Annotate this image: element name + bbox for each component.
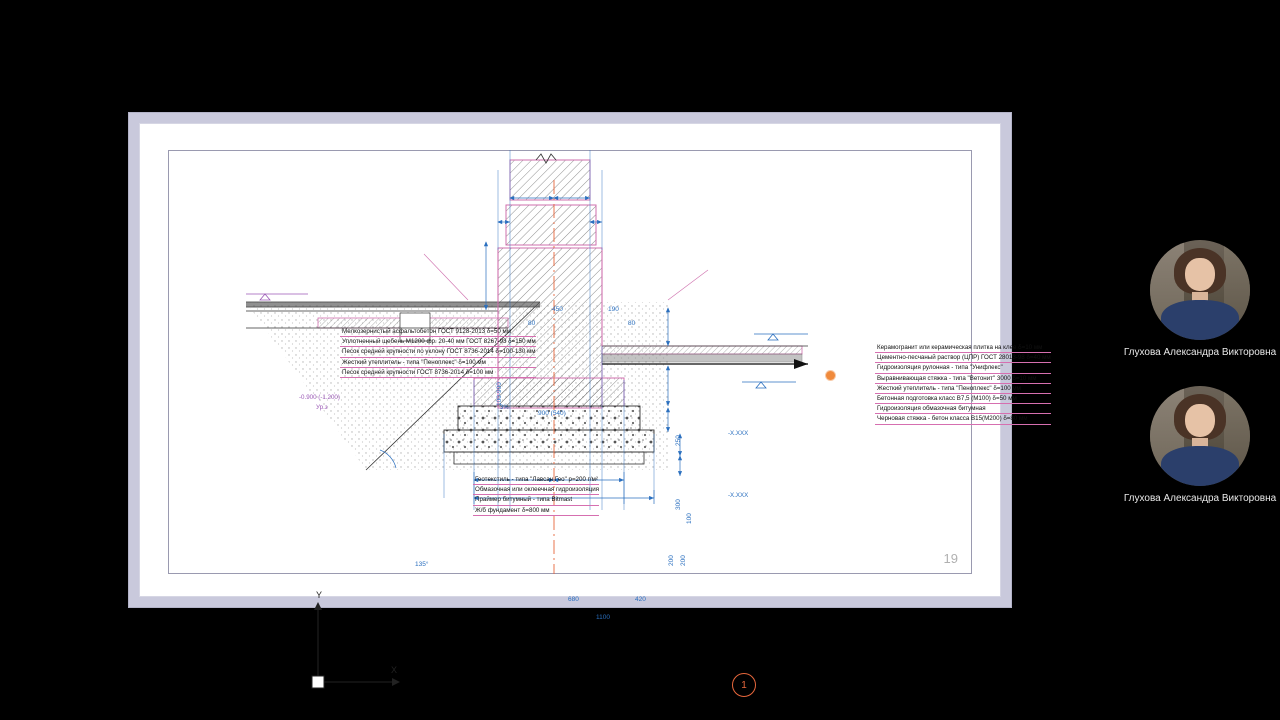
avatar-face xyxy=(1185,404,1215,437)
dimension-left-80: 80 xyxy=(528,320,536,327)
axis-x-label: X xyxy=(391,665,398,675)
dimension-190: 190 xyxy=(608,306,619,313)
callout-left-line: Песок средней крупности ГОСТ 8736-2014 δ=100 мм xyxy=(340,368,536,378)
axis-y-label: Y xyxy=(316,590,323,600)
dimension-angle-135: 135° xyxy=(415,561,429,568)
callout-left-line: Песок средней крупности по уклону ГОСТ 8736-2014 δ=100-130 мм xyxy=(340,347,536,357)
callout-left-line: Жесткий утеплитель - типа "Пеноплекс" δ=100 мм xyxy=(340,358,536,368)
avatar-face xyxy=(1185,258,1215,291)
slope-percent: 3% xyxy=(500,405,509,411)
avatar-body xyxy=(1161,446,1239,486)
dimension-250: 250 xyxy=(675,435,682,446)
node-callout-label: 1 xyxy=(741,679,747,691)
callout-middle xyxy=(473,475,599,516)
laser-pointer-dot xyxy=(826,371,835,380)
callout-left-line: Уплотненный щебень М1200 фр. 20-40 мм ГОСТ 8267-93 δ=150 мм xyxy=(340,337,536,347)
callout-left-line: Мелкозернистый асфальтобетон ГОСТ 9128-2013 δ=50 мм xyxy=(340,327,536,337)
dimension-1100: 1100 xyxy=(596,614,610,621)
slide-number: 19 xyxy=(943,551,958,566)
callout-mid-line: Праймер битумный - типа Bitmast xyxy=(473,495,599,505)
avatar-body xyxy=(1161,300,1239,340)
callout-right-line: Гидроизоляция рулонная - типа "Унифлекс" xyxy=(875,363,1051,373)
slide-frame xyxy=(128,112,1051,691)
callout-mid-line: Обмазочная или оклеечная гидроизоляция xyxy=(473,485,599,495)
participant-name-1: Глухова Александра Викторовна xyxy=(1123,347,1277,358)
dimension-100-900: 100-900 xyxy=(496,382,503,406)
callout-left xyxy=(340,327,536,378)
detail-svg xyxy=(168,150,996,598)
dimension-wall-thickness: 900 (540) xyxy=(538,410,566,417)
dimension-200-a: 200 xyxy=(668,555,675,566)
slide-page xyxy=(139,123,1051,691)
level-ground-sub: Ур.з xyxy=(316,404,328,411)
dimension-680: 680 xyxy=(568,596,579,603)
dimension-420: 420 xyxy=(635,596,646,603)
dimension-450: 450 xyxy=(552,306,563,313)
callout-right-line: Выравнивающая стяжка - типа "Ветонит" 3000 δ=10 мм xyxy=(875,374,1051,384)
level-ground: -0.900 (-1.200) xyxy=(299,394,340,401)
participant-name-2: Глухова Александра Викторовна xyxy=(1123,493,1277,504)
participant-video-2[interactable] xyxy=(1150,386,1250,486)
floor-level-1: -X.XXX xyxy=(728,430,749,437)
dimension-right-80: 80 xyxy=(628,320,636,327)
callout-right-line: Бетонная подготовка класс В7,5 (М100) δ=50 мм xyxy=(875,394,1051,404)
callout-right-line: Цементно-песчаный раствор (ЦПР) ГОСТ 28013-98 δ=40 мм xyxy=(875,353,1051,363)
callout-mid-line: Ж/б фундамент δ=800 мм xyxy=(473,506,599,516)
axis-indicator xyxy=(308,590,418,690)
callout-right xyxy=(875,343,1051,425)
callout-right-line: Керамогранит или керамическая плитка на клее δ=10 мм xyxy=(875,343,1051,353)
floor-level-2: -X.XXX xyxy=(728,492,749,499)
callout-right-line: Гидроизоляция обмазочная битумная xyxy=(875,404,1051,414)
dimension-200-b: 200 xyxy=(680,555,687,566)
dimension-100: 100 xyxy=(686,513,693,524)
node-callout-tag xyxy=(732,673,756,697)
dimension-300: 300 xyxy=(675,499,682,510)
callout-right-line: Черновая стяжка - бетон класса В15(М200) δ=80 мм xyxy=(875,414,1051,424)
callout-mid-line: Геотекстиль - типа "Лавсан Гео" p=200 г/м² xyxy=(473,475,599,485)
construction-detail-drawing xyxy=(168,150,996,598)
participant-video-1[interactable] xyxy=(1150,240,1250,340)
callout-right-line: Жесткий утеплитель - типа "Пеноплекс" δ=100 мм xyxy=(875,384,1051,394)
